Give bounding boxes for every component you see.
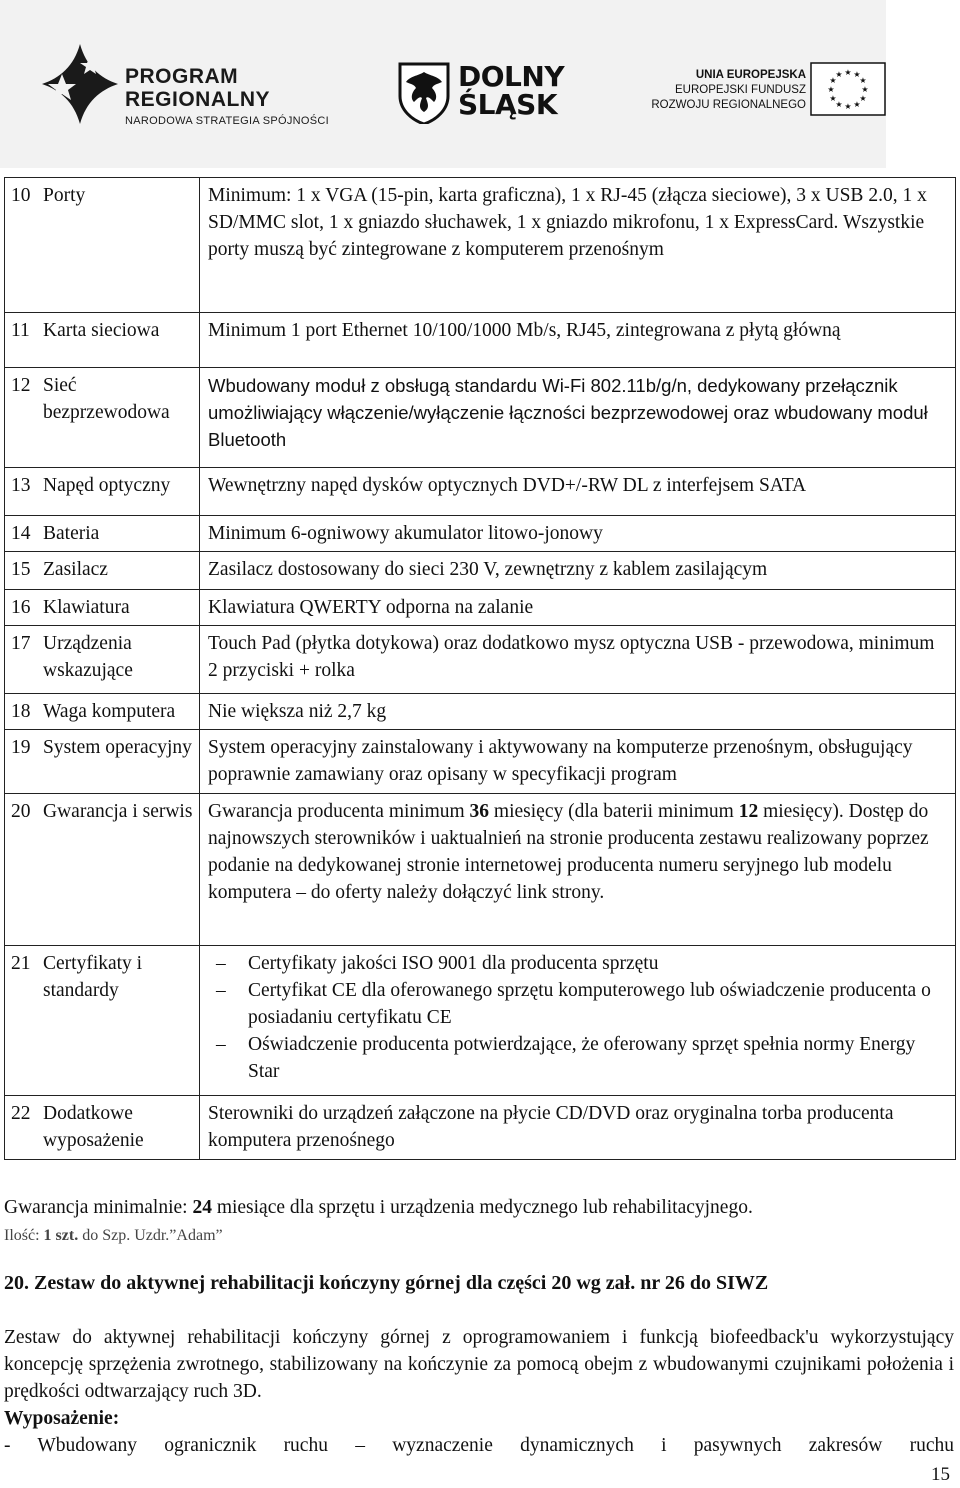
slask-word: ŚLĄSK	[458, 88, 558, 121]
row-label: Urządzenia wskazujące	[41, 626, 200, 694]
warranty-months: 36	[469, 801, 490, 822]
row-number: 21	[5, 946, 42, 1096]
list-item: – Certyfikaty jakości ISO 9001 dla producenta sprzętu	[208, 950, 949, 977]
row-number: 10	[5, 178, 42, 313]
svg-text:★: ★	[844, 68, 852, 77]
warranty-note-months: 24	[192, 1197, 212, 1218]
row-number: 17	[5, 626, 42, 694]
row-description: System operacyjny zainstalowany i aktywowany na komputerze przenośnym, obsługujący poprawnie zamawiany oraz opisany w specyfikacji program	[200, 730, 956, 794]
row-number: 20	[5, 794, 42, 946]
row-description	[200, 794, 956, 946]
warranty-text-post: miesięcy). Dostęp do najnowszych sterowników i uaktualnień na stronie producenta zestawu realizowany poprzez podanie na dedykowanej stronie internetowej producenta numeru seryjnego lub modelu komputera – do oferty należy dołączyć link strony.	[208, 801, 929, 903]
row-label: Waga komputera	[41, 694, 200, 730]
row-number: 11	[5, 313, 42, 368]
page-header	[0, 0, 960, 170]
table-row	[5, 730, 956, 794]
table-row	[5, 552, 956, 590]
svg-text:★: ★	[853, 100, 861, 109]
page-number: 15	[931, 1464, 950, 1485]
row-label: Klawiatura	[41, 590, 200, 626]
list-item: – Certyfikat CE dla oferowanego sprzętu komputerowego lub oświadczenie producenta o posiadaniu certyfikatu CE	[208, 977, 949, 1031]
row-description: Klawiatura QWERTY odporna na zalanie	[200, 590, 956, 626]
eu-logo	[640, 62, 890, 128]
svg-text:★: ★	[829, 94, 837, 103]
dolny-slask-logo	[398, 62, 598, 132]
row-number: 15	[5, 552, 42, 590]
svg-text:★: ★	[859, 76, 867, 85]
row-description: Nie większa niż 2,7 kg	[200, 694, 956, 730]
program-title-line2: REGIONALNY	[125, 88, 271, 111]
section-paragraph: Zestaw do aktywnej rehabilitacji kończyny górnej z oprogramowaniem i funkcją biofeedback'u wykorzystujący koncepcję sprzężenia zwrotnego, stabilizowany na kończynie za pomocą obejm z wbudowanymi czujnikami położenia i prędkości odtwarzający ruch 3D.	[4, 1327, 954, 1402]
table-row	[5, 178, 956, 313]
svg-text:★: ★	[844, 102, 852, 111]
row-description: Wewnętrzny napęd dysków optycznych DVD+/-RW DL z interfejsem SATA	[200, 468, 956, 516]
row-label: Zasilacz	[41, 552, 200, 590]
specification-table	[4, 177, 956, 1160]
program-subtitle: NARODOWA STRATEGIA SPÓJNOŚCI	[125, 115, 329, 127]
row-description: Minimum 1 port Ethernet 10/100/1000 Mb/s, RJ45, zintegrowana z płytą główną	[200, 313, 956, 368]
row-description	[200, 946, 956, 1096]
section-heading: 20. Zestaw do aktywnej rehabilitacji kończyny górnej dla części 20 wg zał. nr 26 do SIWZ	[4, 1272, 769, 1294]
program-title-line1: PROGRAM	[125, 65, 239, 88]
svg-text:★: ★	[835, 100, 843, 109]
warranty-note-post: miesiące dla sprzętu i urządzenia medycznego lub rehabilitacyjnego.	[211, 1197, 753, 1218]
row-label: System operacyjny	[41, 730, 200, 794]
table-row	[5, 590, 956, 626]
quantity-pre: Ilość:	[4, 1227, 44, 1244]
row-description: Wbudowany moduł z obsługą standardu Wi-Fi 802.11b/g/n, dedykowany przełącznik umożliwiający włączenie/wyłączenie łączności bezprzewodowej oraz wbudowany moduł Bluetooth	[200, 368, 956, 468]
row-description: Sterowniki do urządzeń załączone na płycie CD/DVD oraz oryginalna torba producenta komputera przenośnego	[200, 1096, 956, 1160]
certificate-list	[208, 950, 949, 1085]
equipment-item: - Wbudowany ogranicznik ruchu – wyznaczenie dynamicznych i pasywnych zakresów ruchu	[4, 1435, 954, 1456]
row-label: Dodatkowe wyposażenie	[41, 1096, 200, 1160]
dolny-word: DOLNY	[458, 60, 565, 93]
table-row	[5, 626, 956, 694]
row-description: Touch Pad (płytka dotykowa) oraz dodatkowo mysz optyczna USB - przewodowa, minimum 2 przyciski + rolka	[200, 626, 956, 694]
svg-text:★: ★	[853, 70, 861, 79]
eu-line2: EUROPEJSKI FUNDUSZ	[675, 84, 806, 96]
list-item: – Oświadczenie producenta potwierdzające, że oferowany sprzęt spełnia normy Energy Star	[208, 1031, 949, 1085]
program-star-icon	[42, 44, 118, 134]
program-regionalny-logo	[42, 44, 342, 134]
svg-text:★: ★	[829, 76, 837, 85]
equipment-label: Wyposażenie:	[4, 1408, 120, 1429]
row-description: Zasilacz dostosowany do sieci 230 V, zewnętrzny z kablem zasilającym	[200, 552, 956, 590]
table-row	[5, 368, 956, 468]
warranty-text-mid: miesięcy (dla baterii minimum	[489, 801, 739, 822]
eu-flag-icon	[810, 62, 886, 116]
battery-warranty-months: 12	[738, 801, 759, 822]
warranty-note	[4, 1194, 954, 1221]
svg-text:★: ★	[835, 70, 843, 79]
table-row	[5, 468, 956, 516]
table-row	[5, 794, 956, 946]
row-number: 16	[5, 590, 42, 626]
table-row	[5, 946, 956, 1096]
svg-text:★: ★	[861, 85, 869, 94]
row-label: Karta sieciowa	[41, 313, 200, 368]
quantity-post: do Szp. Uzdr.”Adam”	[78, 1227, 223, 1244]
eu-line1: UNIA EUROPEJSKA	[695, 69, 806, 81]
table-row	[5, 516, 956, 552]
warranty-note-pre: Gwarancja minimalnie:	[4, 1197, 193, 1218]
eu-line3: ROZWOJU REGIONALNEGO	[651, 99, 806, 111]
row-label: Sieć bezprzewodowa	[41, 368, 200, 468]
svg-text:★: ★	[827, 85, 835, 94]
table-row	[5, 694, 956, 730]
table-row	[5, 1096, 956, 1160]
row-number: 12	[5, 368, 42, 468]
quantity-note	[4, 1222, 954, 1249]
row-label: Napęd optyczny	[41, 468, 200, 516]
quantity-value: 1 szt.	[43, 1227, 79, 1244]
row-label: Porty	[41, 178, 200, 313]
row-number: 22	[5, 1096, 42, 1160]
eagle-crest-icon	[398, 62, 450, 124]
row-number: 13	[5, 468, 42, 516]
table-row	[5, 313, 956, 368]
row-label: Bateria	[41, 516, 200, 552]
row-description: Minimum 6-ogniwowy akumulator litowo-jonowy	[200, 516, 956, 552]
row-number: 14	[5, 516, 42, 552]
svg-text:★: ★	[859, 94, 867, 103]
warranty-text-pre: Gwarancja producenta minimum	[208, 801, 470, 822]
row-number: 18	[5, 694, 42, 730]
row-label: Certyfikaty i standardy	[41, 946, 200, 1096]
row-label: Gwarancja i serwis	[41, 794, 200, 946]
row-description: Minimum: 1 x VGA (15-pin, karta graficzna), 1 x RJ-45 (złącza sieciowe), 3 x USB 2.0, 1 x SD/MMC slot, 1 x gniazdo słuchawek, 1 x gniazdo mikrofonu, 1 x ExpressCard. Wszystkie porty muszą być zintegrowane z komputerem przenośnym	[200, 178, 956, 313]
row-number: 19	[5, 730, 42, 794]
